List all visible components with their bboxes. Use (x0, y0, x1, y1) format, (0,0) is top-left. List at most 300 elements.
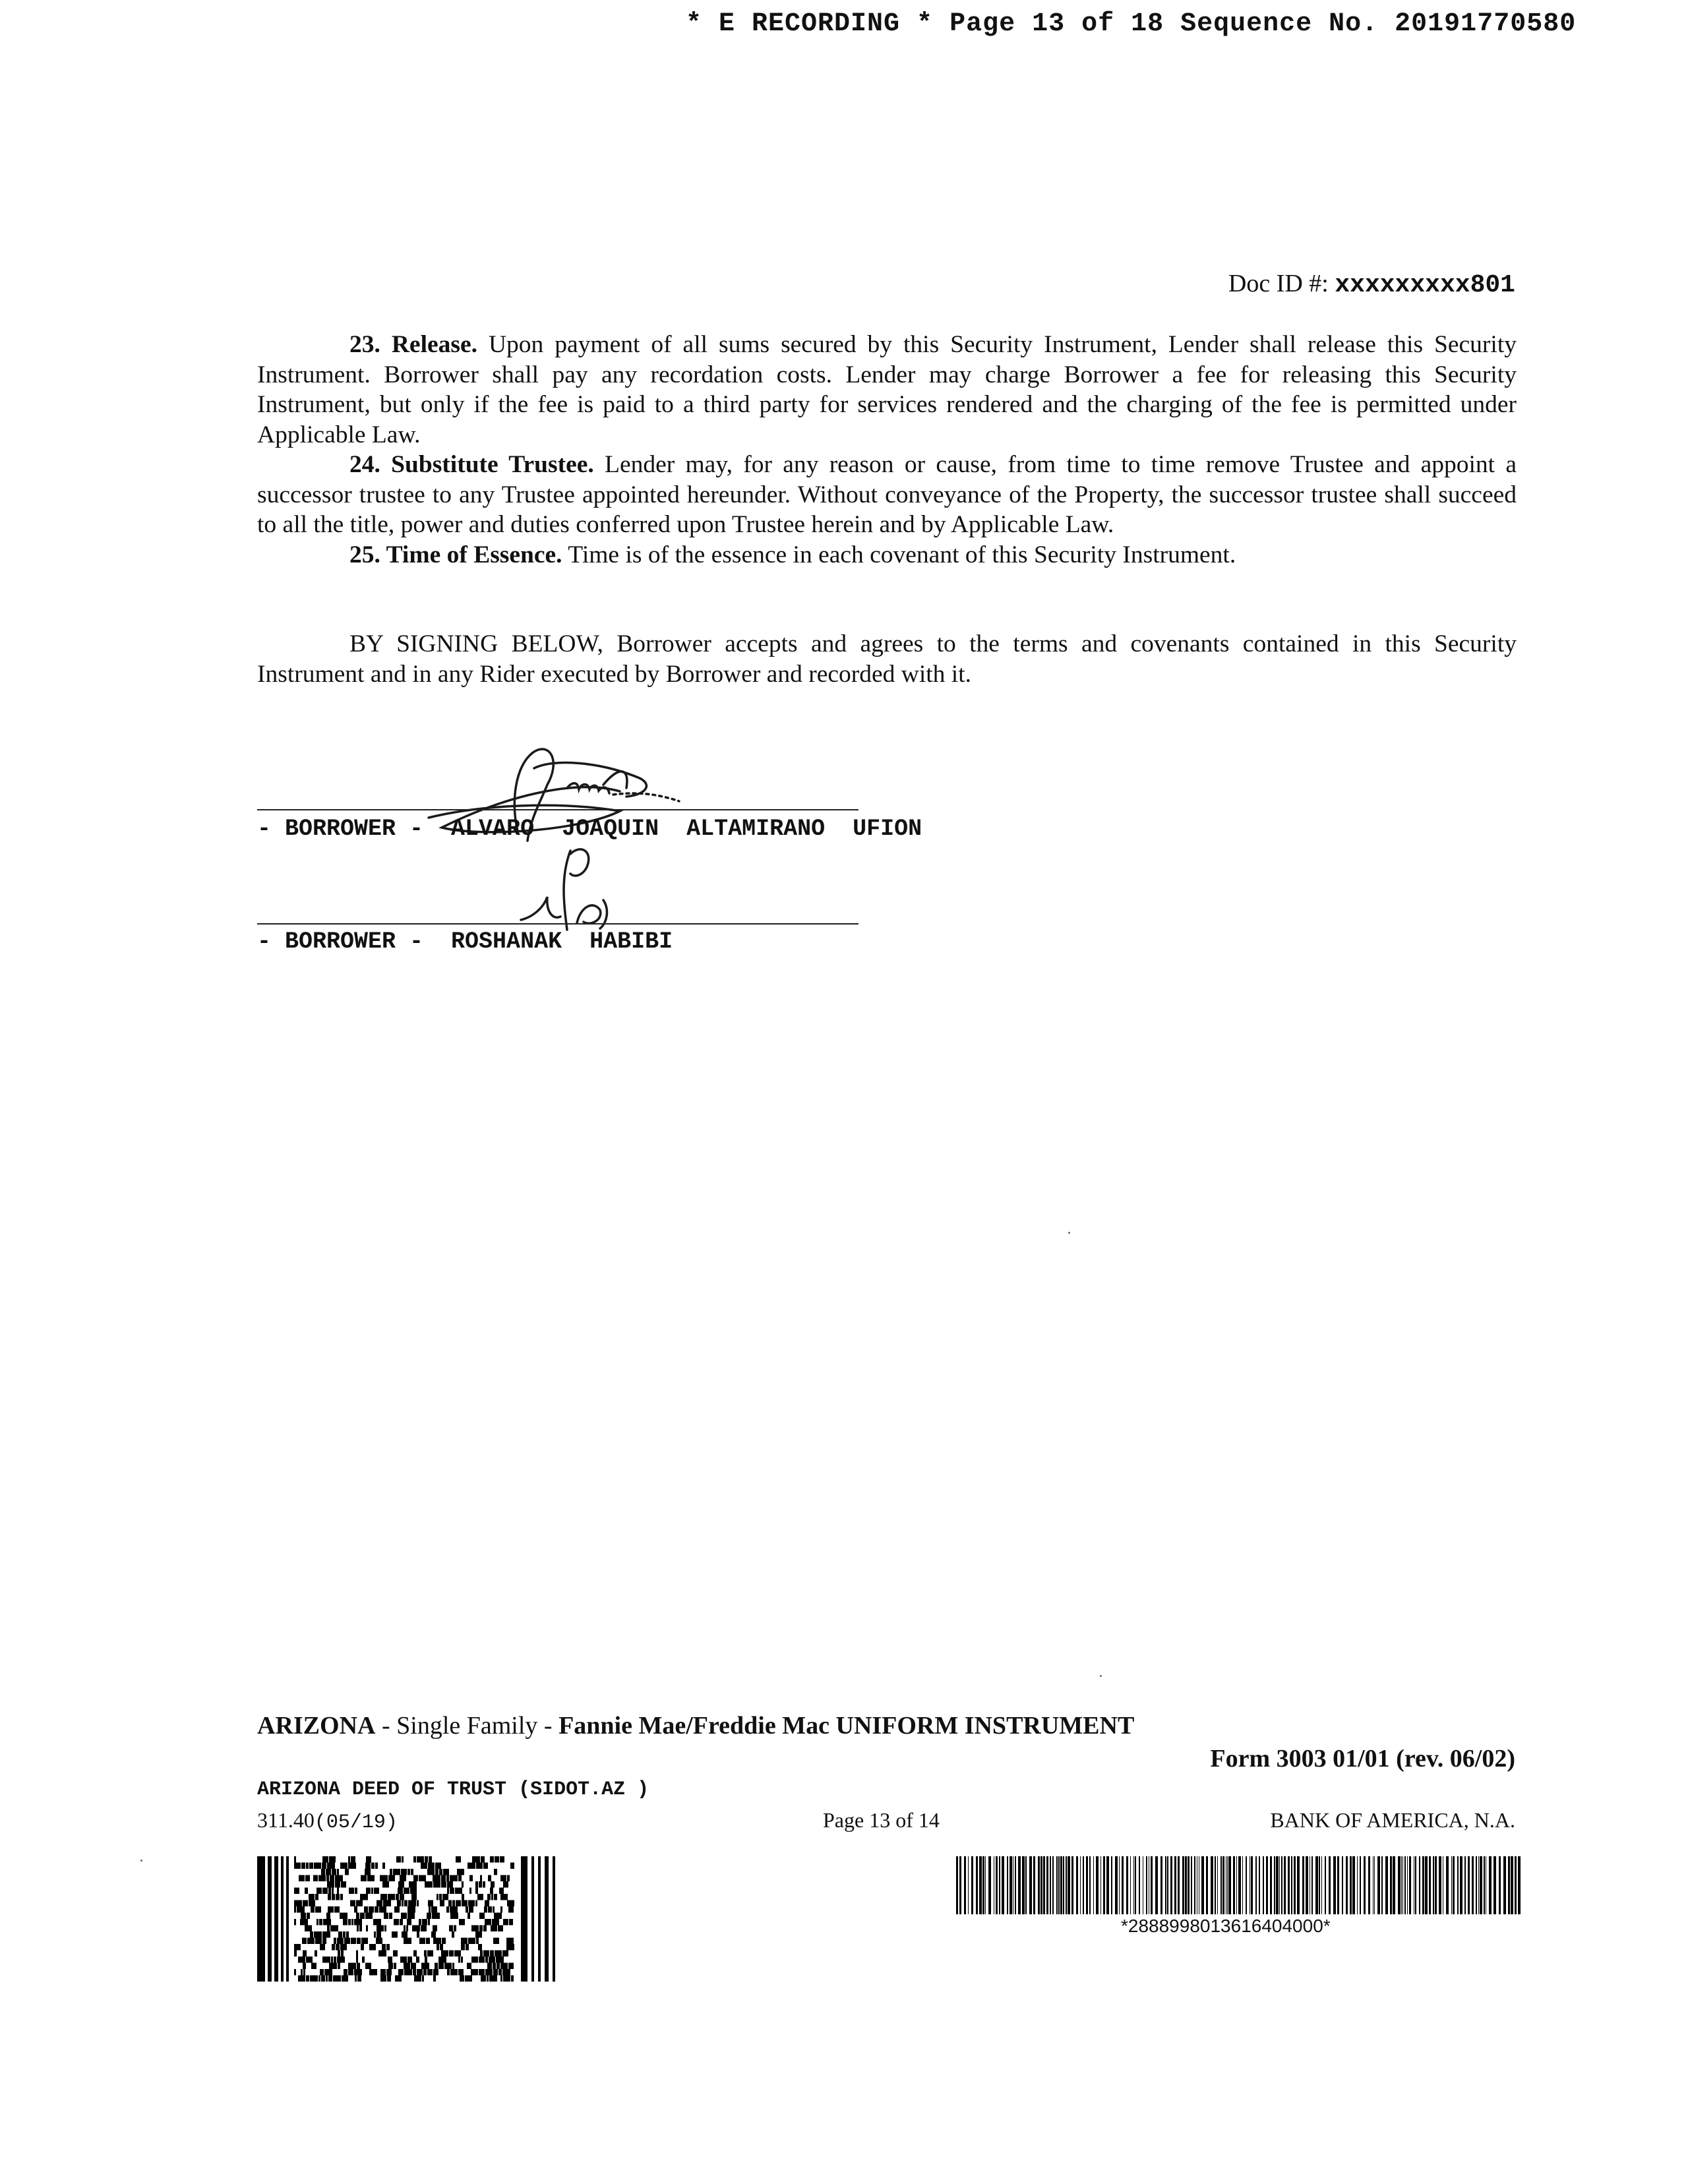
barcode-module (404, 1888, 409, 1895)
barcode-module (422, 1919, 427, 1926)
barcode-module (375, 1906, 378, 1913)
barcode-bar (1385, 1856, 1388, 1914)
clauses-section (257, 330, 1517, 689)
barcode-module (305, 1875, 310, 1882)
barcode-module (553, 1856, 555, 1982)
barcode-module (328, 1894, 331, 1900)
barcode-module (467, 1863, 475, 1869)
barcode-module (484, 1906, 487, 1913)
barcode-module (384, 1926, 386, 1932)
barcode-module (426, 1938, 430, 1945)
barcode-module (329, 1963, 337, 1970)
barcode-module (490, 1856, 494, 1863)
clause-text: Time is of the essence in each covenant of this Security Instrument. (562, 541, 1236, 568)
barcode-module (425, 1856, 428, 1863)
barcode-module (462, 1894, 464, 1900)
barcode-module (309, 1863, 313, 1869)
barcode-module (305, 1888, 308, 1895)
barcode-bar (1460, 1856, 1462, 1914)
barcode-module (311, 1906, 315, 1913)
barcode-module (348, 1919, 351, 1926)
barcode-module (450, 1913, 458, 1920)
barcode-bar (1364, 1856, 1366, 1914)
barcode-bar (1043, 1856, 1045, 1914)
barcode-module (471, 1969, 478, 1976)
barcode-module (491, 1881, 495, 1888)
barcode-bar (1493, 1856, 1496, 1914)
barcode-module (320, 1944, 325, 1951)
clause-text: Lender may, for any reason or cause, from time to time remove Trustee and appoint a successor trustee to any Trustee appointed hereunder. Without conveyance of the Property, the successor trustee shall succeed to all the title, power and duties conferred upon Trustee herein and by Applicable Law. (257, 451, 1517, 538)
barcode-module (500, 1963, 508, 1970)
barcode-module (330, 1926, 338, 1932)
barcode-bar (1242, 1856, 1243, 1914)
clause-heading: 24. Substitute Trustee. (349, 451, 594, 478)
barcode-module (477, 1894, 483, 1900)
barcode-module (356, 1951, 358, 1957)
barcode-module (310, 1931, 313, 1938)
barcode-bar (1284, 1856, 1286, 1914)
barcode-module (380, 1894, 387, 1900)
barcode-module (466, 1944, 469, 1951)
barcode-bar (1402, 1856, 1403, 1914)
barcode-module (450, 1969, 458, 1976)
barcode-bar (1221, 1856, 1222, 1914)
barcode-module (365, 1863, 371, 1869)
barcode-bar (1201, 1856, 1204, 1914)
barcode-module (407, 1869, 410, 1875)
barcode-bar (1393, 1856, 1395, 1914)
barcode-module (340, 1913, 347, 1920)
page-number: Page 13 of 14 (823, 1808, 940, 1832)
barcode-bar (1191, 1856, 1192, 1914)
signature-line-1 (257, 809, 859, 810)
barcode-bar (988, 1856, 991, 1914)
barcode-module (369, 1906, 374, 1913)
barcode-bar (964, 1856, 966, 1914)
barcode-module (354, 1906, 357, 1913)
barcode-bar (1350, 1856, 1352, 1914)
barcode-module (294, 1919, 296, 1926)
barcode-bar (1007, 1856, 1008, 1914)
barcode-module (366, 1856, 371, 1863)
barcode-module (322, 1931, 330, 1938)
barcode-module (494, 1894, 497, 1900)
barcode-module (338, 1963, 340, 1970)
barcode-bar (1115, 1856, 1118, 1914)
barcode-module (411, 1963, 416, 1970)
barcode-module (316, 1888, 322, 1895)
barcode-bar (1130, 1856, 1131, 1914)
barcode-module (340, 1863, 347, 1869)
barcode-module (452, 1963, 454, 1970)
barcode-module (458, 1969, 464, 1976)
barcode-module (491, 1894, 493, 1900)
barcode-module (323, 1919, 331, 1926)
barcode-module (495, 1856, 499, 1863)
barcode-module (450, 1906, 458, 1913)
barcode-module (322, 1957, 330, 1963)
barcode-module (389, 1913, 392, 1920)
barcode-module (333, 1976, 341, 1982)
barcode-module (479, 1957, 485, 1963)
barcode-module (469, 1888, 471, 1895)
barcode-module (409, 1881, 417, 1888)
barcode-module (326, 1869, 331, 1875)
barcode-module (374, 1931, 376, 1938)
barcode-module (380, 1969, 386, 1976)
barcode-module (328, 1888, 331, 1895)
barcode-module (301, 1863, 305, 1869)
barcode-module (413, 1856, 416, 1863)
barcode-module (437, 1894, 438, 1900)
barcode-module (300, 1919, 308, 1926)
barcode-module (441, 1951, 448, 1957)
barcode-module (388, 1875, 395, 1882)
barcode-module (322, 1856, 328, 1863)
barcode-module (468, 1900, 475, 1907)
barcode-module (390, 1869, 392, 1875)
barcode-module (384, 1913, 388, 1920)
barcode-module (483, 1863, 488, 1869)
barcode-module (479, 1969, 485, 1976)
barcode-module (387, 1976, 391, 1982)
clause-time-of-essence (257, 540, 1517, 570)
barcode-module (401, 1913, 407, 1920)
barcode-module (294, 1863, 301, 1869)
barcode-module (318, 1875, 326, 1882)
barcode-module (506, 1938, 514, 1945)
barcode-bar (979, 1856, 982, 1914)
barcode-module (332, 1888, 334, 1895)
barcode-module (480, 1951, 483, 1957)
barcode-bar (1018, 1856, 1021, 1914)
barcode-module (454, 1926, 456, 1932)
barcode-bar (1146, 1856, 1147, 1914)
barcode-module (502, 1951, 508, 1957)
barcode-module (393, 1951, 398, 1957)
barcode-module (316, 1919, 318, 1926)
barcode-module (461, 1957, 463, 1963)
barcode-module (498, 1926, 503, 1932)
barcode-module (489, 1957, 495, 1963)
barcode-module (458, 1957, 460, 1963)
barcode-bar (1484, 1856, 1485, 1914)
doc-id-label: Doc ID #: (1228, 270, 1329, 297)
barcode-module (485, 1919, 491, 1926)
barcode-module (332, 1894, 335, 1900)
barcode-module (357, 1938, 361, 1945)
barcode-bar (1139, 1856, 1140, 1914)
barcode-bar (956, 1856, 958, 1914)
barcode-bar (1022, 1856, 1025, 1914)
barcode-module (322, 1888, 328, 1895)
barcode-bar (959, 1856, 961, 1914)
barcode-module (394, 1906, 400, 1913)
barcode-module (307, 1913, 310, 1920)
barcode-module (417, 1931, 419, 1938)
barcode-module (503, 1976, 510, 1982)
barcode-bar (1390, 1856, 1392, 1914)
barcode-module (466, 1906, 468, 1913)
barcode-module (408, 1900, 416, 1907)
barcode-module (360, 1913, 365, 1920)
barcode-bar (1206, 1856, 1208, 1914)
barcode-bar (1333, 1856, 1336, 1914)
barcode-module (404, 1938, 411, 1945)
barcode-bar (1222, 1856, 1224, 1914)
barcode-module (320, 1969, 324, 1976)
form-code-date: (05/19) (314, 1811, 398, 1834)
barcode-module (340, 1944, 347, 1951)
barcode-module (367, 1875, 375, 1882)
barcode-module (492, 1919, 499, 1926)
doc-id-value: xxxxxxxxx801 (1335, 271, 1515, 299)
barcode-module (531, 1856, 534, 1982)
barcode-bar (1056, 1856, 1058, 1914)
barcode-bar (1103, 1856, 1105, 1914)
barcode-module (469, 1875, 473, 1882)
barcode-module (394, 1919, 399, 1926)
barcode-bar (1060, 1856, 1062, 1914)
barcode-module (441, 1881, 446, 1888)
scan-speck (1100, 1675, 1102, 1677)
barcode-module (327, 1881, 334, 1888)
barcode-module (402, 1931, 407, 1938)
barcode-module (413, 1875, 418, 1882)
barcode-bar (1050, 1856, 1051, 1914)
barcode-bar (1086, 1856, 1088, 1914)
barcode-module (507, 1875, 510, 1882)
barcode-bar (1122, 1856, 1124, 1914)
barcode-bar (1464, 1856, 1466, 1914)
barcode-module (361, 1938, 368, 1945)
barcode-module (402, 1900, 404, 1907)
barcode-module (494, 1913, 502, 1920)
barcode-module (362, 1957, 365, 1963)
barcode-module (394, 1963, 396, 1970)
barcode-module (306, 1863, 309, 1869)
barcode-module (382, 1944, 386, 1951)
barcode-module (303, 1951, 307, 1957)
barcode-module (357, 1926, 359, 1932)
barcode-module (483, 1926, 487, 1932)
barcode-module (500, 1875, 506, 1882)
barcode-module (419, 1938, 425, 1945)
barcode-bar (1033, 1856, 1035, 1914)
barcode-module (446, 1906, 449, 1913)
barcode-bar (1263, 1856, 1264, 1914)
barcode-module (435, 1863, 441, 1869)
barcode-module (479, 1913, 485, 1920)
barcode-bar (1106, 1856, 1109, 1914)
barcode-bar (1066, 1856, 1067, 1914)
barcode-module (351, 1856, 355, 1863)
barcode-bar (1294, 1856, 1296, 1914)
barcode-module (507, 1900, 514, 1907)
barcode-module (433, 1875, 440, 1882)
barcode-module (326, 1913, 330, 1920)
barcode-module (401, 1869, 407, 1875)
barcode-module (326, 1875, 329, 1882)
barcode-module (336, 1944, 340, 1951)
barcode-bar (1319, 1856, 1320, 1914)
barcode-bar (1422, 1856, 1424, 1914)
barcode-module (521, 1856, 528, 1982)
barcode-bar (1217, 1856, 1218, 1914)
barcode-module (487, 1894, 491, 1900)
barcode-module (377, 1931, 381, 1938)
barcode-module (342, 1976, 348, 1982)
barcode-module (433, 1976, 436, 1982)
barcode-module (428, 1919, 430, 1926)
barcode-bar (1185, 1856, 1187, 1914)
barcode-module (404, 1926, 406, 1932)
barcode-module (319, 1919, 322, 1926)
barcode-module (332, 1869, 336, 1875)
barcode-module (422, 1976, 424, 1982)
barcode-bar (1058, 1856, 1060, 1914)
deed-title: ARIZONA DEED OF TRUST (SIDOT.AZ ) (257, 1778, 649, 1801)
form-title-rest: Fannie Mae/Freddie Mac UNIFORM INSTRUMENT (558, 1712, 1135, 1740)
barcode-module (476, 1863, 483, 1869)
clause-substitute-trustee (257, 450, 1517, 540)
barcode-module (398, 1881, 404, 1888)
barcode-module (411, 1894, 417, 1900)
barcode-module (407, 1906, 415, 1913)
barcode-module (443, 1869, 449, 1875)
barcode-module (427, 1951, 433, 1957)
barcode-bar (1126, 1856, 1128, 1914)
barcode-module (493, 1906, 495, 1913)
barcode-module (442, 1894, 448, 1900)
barcode-module (343, 1931, 346, 1938)
barcode-module (496, 1957, 504, 1963)
barcode-bar (1170, 1856, 1172, 1914)
barcode-module (423, 1969, 427, 1976)
barcode-module (365, 1913, 373, 1920)
barcode-module (455, 1888, 462, 1895)
barcode-module (337, 1957, 345, 1963)
barcode-bar (1111, 1856, 1112, 1914)
barcode-module (462, 1900, 467, 1907)
barcode-bar (1071, 1856, 1073, 1914)
barcode-module (444, 1963, 452, 1970)
barcode-bar (1100, 1856, 1101, 1914)
barcode-module (376, 1938, 382, 1945)
barcode-module (452, 1900, 455, 1907)
barcode-module (400, 1894, 404, 1900)
barcode-bar (1401, 1856, 1402, 1914)
barcode-bar (1346, 1856, 1348, 1914)
barcode-bar (1302, 1856, 1304, 1914)
barcode-module (306, 1957, 313, 1963)
barcode-module (479, 1881, 482, 1888)
barcode-module (356, 1957, 358, 1963)
barcode-bar (1281, 1856, 1282, 1914)
barcode-module (461, 1944, 465, 1951)
barcode-module (355, 1976, 357, 1982)
barcode-module (438, 1963, 444, 1970)
barcode-bar (1160, 1856, 1162, 1914)
barcode-bar (1291, 1856, 1292, 1914)
barcode-module (365, 1963, 371, 1970)
barcode-bar (1377, 1856, 1380, 1914)
barcode-module (366, 1888, 371, 1895)
barcode-bar (1089, 1856, 1091, 1914)
barcode-module (348, 1963, 356, 1970)
barcode-bar (1259, 1856, 1260, 1914)
barcode-bar (1276, 1856, 1279, 1914)
barcode-module (309, 1894, 315, 1900)
barcode-module (421, 1963, 429, 1970)
barcode-module (371, 1888, 373, 1895)
barcode-bar (1274, 1856, 1275, 1914)
barcode-1d (956, 1856, 1523, 1916)
barcode-module (407, 1913, 415, 1920)
barcode-module (407, 1919, 411, 1926)
barcode-module (337, 1938, 344, 1945)
barcode-module (442, 1938, 446, 1945)
barcode-module (303, 1963, 306, 1970)
barcode-module (334, 1957, 336, 1963)
barcode-module (454, 1951, 461, 1957)
barcode-module (502, 1969, 510, 1976)
barcode-bar (1135, 1856, 1136, 1914)
barcode-module (294, 1856, 296, 1863)
barcode-module (493, 1969, 498, 1976)
barcode-module (416, 1957, 419, 1963)
barcode-module (413, 1969, 416, 1976)
barcode-module (493, 1963, 496, 1970)
barcode-bar (1279, 1856, 1280, 1914)
barcode-module (338, 1931, 342, 1938)
barcode-module (382, 1881, 389, 1888)
barcode-module (356, 1900, 363, 1907)
barcode-module (327, 1926, 330, 1932)
barcode-bar (1029, 1856, 1032, 1914)
barcode-module (431, 1906, 437, 1913)
barcode-module (428, 1863, 435, 1869)
barcode-bar (1429, 1856, 1431, 1914)
barcode-bar (1238, 1856, 1241, 1914)
barcode-bar (1489, 1856, 1492, 1914)
barcode-module (395, 1976, 402, 1982)
scan-speck (140, 1860, 142, 1862)
barcode-module (354, 1919, 362, 1926)
barcode-module (318, 1976, 320, 1982)
barcode-bar (1215, 1856, 1216, 1914)
barcode-module (538, 1856, 541, 1982)
barcode-module (404, 1963, 410, 1970)
barcode-module (471, 1957, 478, 1963)
barcode-module (462, 1881, 464, 1888)
barcode-module (475, 1888, 478, 1895)
barcode-module (435, 1869, 438, 1875)
barcode-module (380, 1976, 386, 1982)
barcode-module (322, 1863, 326, 1869)
barcode-module (503, 1881, 508, 1888)
barcode-module (398, 1969, 404, 1976)
barcode-bar (1236, 1856, 1237, 1914)
barcode-module (343, 1919, 347, 1926)
barcode-module (500, 1976, 502, 1982)
barcode-module (417, 1900, 419, 1907)
barcode-module (402, 1856, 404, 1863)
barcode-module (373, 1919, 381, 1926)
barcode-module (497, 1963, 500, 1970)
barcode-bar (1306, 1856, 1308, 1914)
barcode-module (448, 1900, 452, 1907)
